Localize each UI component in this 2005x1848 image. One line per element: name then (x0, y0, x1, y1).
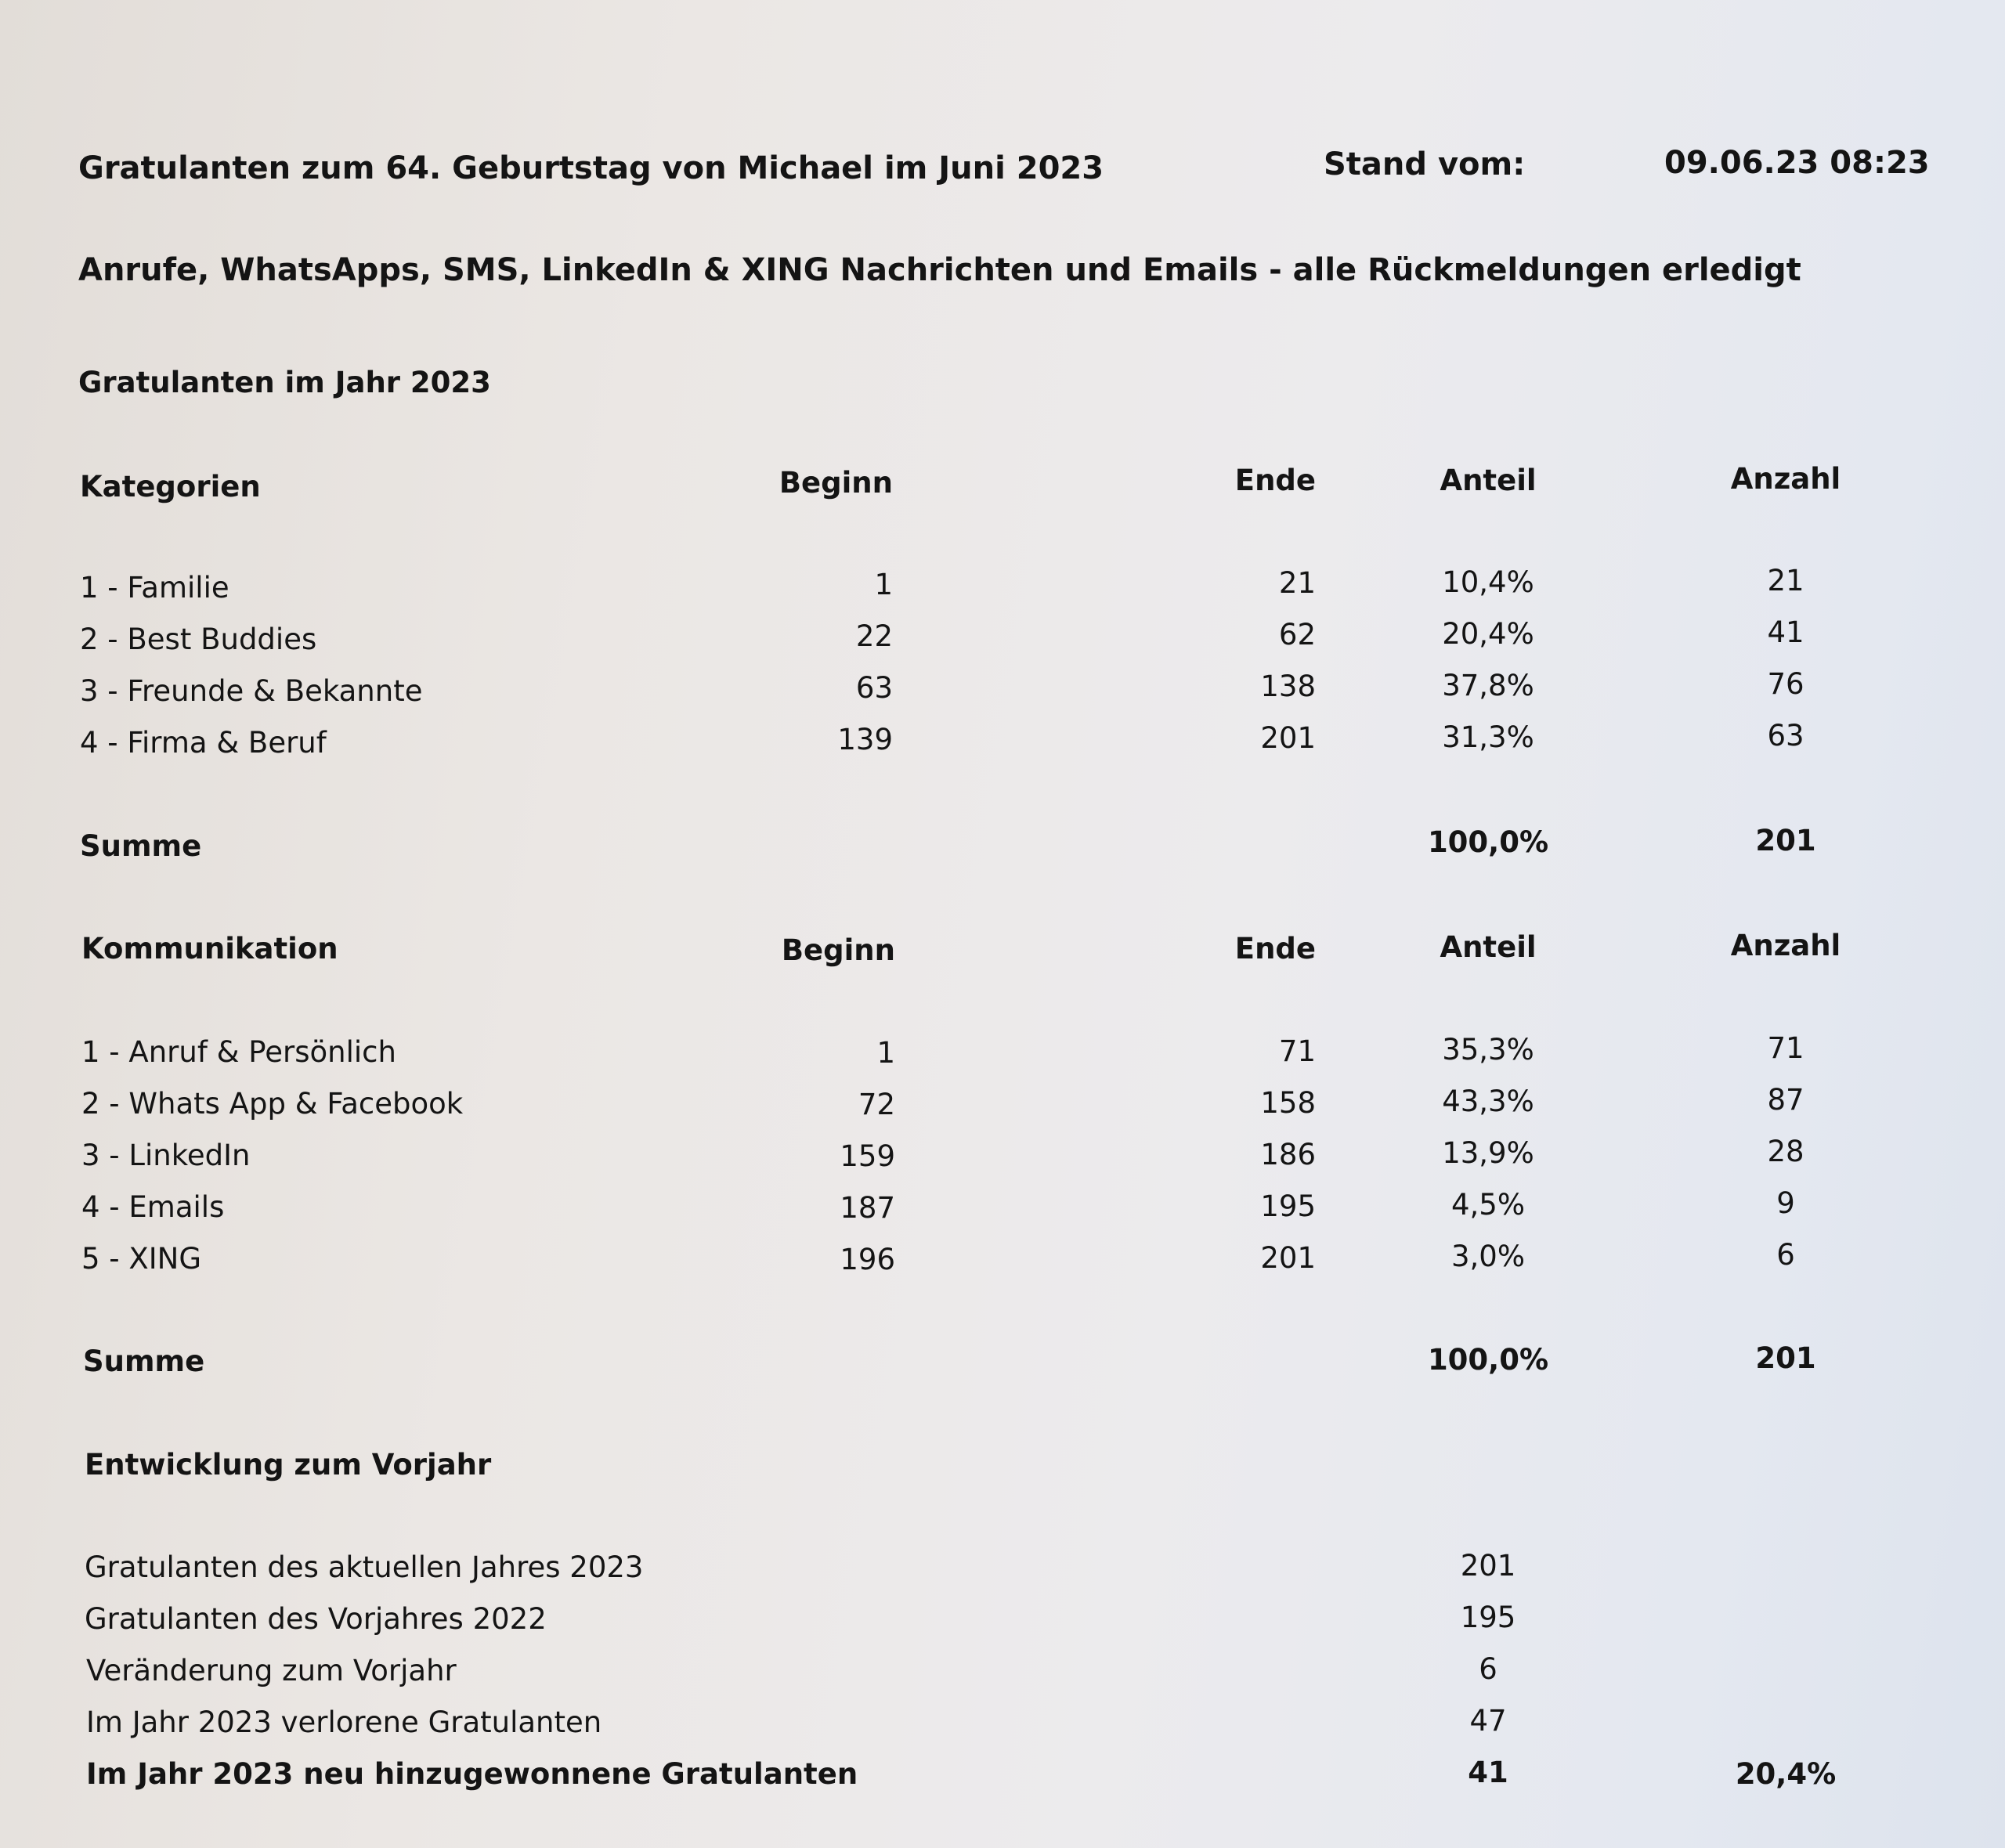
row-ende: 21 (1278, 566, 1316, 600)
summe-anteil: 100,0% (1427, 825, 1549, 859)
row-beginn: 187 (840, 1191, 895, 1225)
row-anzahl: 76 (1767, 667, 1804, 701)
row-anteil: 31,3% (1442, 720, 1534, 754)
row-label: 3 - LinkedIn (81, 1139, 251, 1172)
row-ende: 71 (1278, 1034, 1316, 1068)
entwicklung-label: Im Jahr 2023 neu hinzugewonnene Gratulanten (86, 1757, 858, 1791)
row-anteil: 13,9% (1442, 1136, 1534, 1170)
row-beginn: 1 (874, 568, 893, 601)
entwicklung-value: 41 (1468, 1756, 1508, 1789)
entwicklung-value: 47 (1469, 1704, 1507, 1738)
row-ende: 201 (1260, 721, 1316, 755)
col-header-anzahl: Anzahl (1730, 462, 1841, 496)
row-label: 5 - XING (81, 1242, 202, 1276)
stand-label: Stand vom: (1324, 146, 1526, 182)
entwicklung-label: Im Jahr 2023 verlorene Gratulanten (86, 1705, 602, 1739)
row-ende: 186 (1260, 1138, 1316, 1171)
row-anzahl: 9 (1776, 1186, 1795, 1220)
row-beginn: 159 (840, 1139, 895, 1173)
row-anzahl: 6 (1776, 1238, 1795, 1272)
row-anteil: 3,0% (1451, 1240, 1525, 1273)
row-beginn: 22 (855, 619, 893, 653)
row-beginn: 63 (855, 671, 893, 705)
row-label: 1 - Familie (80, 571, 229, 605)
col-header-anteil: Anteil (1440, 464, 1537, 497)
row-ende: 201 (1260, 1241, 1316, 1275)
row-anzahl: 41 (1767, 615, 1804, 649)
col-header-anteil: Anteil (1440, 930, 1537, 964)
row-label: 2 - Best Buddies (80, 623, 317, 656)
row-label: 1 - Anruf & Persönlich (81, 1035, 396, 1069)
row-anteil: 4,5% (1451, 1188, 1525, 1222)
entwicklung-percent: 20,4% (1735, 1757, 1837, 1791)
summe-anzahl: 201 (1755, 824, 1816, 857)
row-beginn: 1 (876, 1036, 895, 1070)
summe-anteil: 100,0% (1427, 1343, 1549, 1377)
summe-label: Summe (80, 829, 202, 863)
row-label: 2 - Whats App & Facebook (81, 1087, 464, 1121)
summe-anzahl: 201 (1755, 1341, 1816, 1375)
entwicklung-value: 6 (1479, 1652, 1497, 1686)
row-label: 3 - Freunde & Bekannte (80, 674, 423, 708)
document-title: Gratulanten zum 64. Geburtstag von Michael im Juni 2023 (78, 150, 1104, 186)
row-ende: 138 (1260, 670, 1316, 703)
row-anteil: 10,4% (1442, 565, 1534, 599)
row-anzahl: 21 (1767, 564, 1804, 597)
row-ende: 62 (1278, 618, 1316, 651)
row-anzahl: 87 (1767, 1083, 1804, 1117)
row-anteil: 43,3% (1442, 1085, 1534, 1118)
row-beginn: 196 (840, 1243, 895, 1276)
entwicklung-value: 195 (1460, 1601, 1516, 1634)
row-anzahl: 28 (1767, 1135, 1804, 1168)
row-label: 4 - Emails (81, 1190, 225, 1224)
row-anteil: 37,8% (1442, 669, 1534, 702)
row-anteil: 20,4% (1442, 617, 1534, 651)
row-ende: 195 (1260, 1189, 1316, 1223)
row-beginn: 72 (858, 1088, 895, 1121)
entwicklung-label: Veränderung zum Vorjahr (86, 1654, 457, 1687)
row-beginn: 139 (837, 723, 893, 756)
col-header-beginn: Beginn (781, 933, 895, 967)
row-anzahl: 71 (1767, 1031, 1804, 1065)
col-header-anzahl: Anzahl (1730, 929, 1841, 962)
stand-value: 09.06.23 08:23 (1664, 145, 1930, 181)
document-subtitle: Anrufe, WhatsApps, SMS, LinkedIn & XING Nachrichten und Emails - alle Rückmeldungen erledigt (78, 252, 1801, 288)
entwicklung-value: 201 (1460, 1549, 1516, 1583)
year-heading: Gratulanten im Jahr 2023 (78, 366, 491, 399)
col-header-ende: Ende (1234, 464, 1316, 497)
entwicklung-label: Gratulanten des Vorjahres 2022 (85, 1602, 547, 1636)
col-header-kategorien: Kategorien (80, 470, 261, 504)
col-header-beginn: Beginn (779, 466, 893, 500)
summe-label: Summe (83, 1344, 205, 1378)
entwicklung-label: Gratulanten des aktuellen Jahres 2023 (85, 1550, 644, 1584)
row-anzahl: 63 (1767, 719, 1804, 753)
row-ende: 158 (1260, 1086, 1316, 1120)
col-header-ende: Ende (1234, 932, 1316, 966)
row-label: 4 - Firma & Beruf (80, 726, 327, 760)
entwicklung-heading: Entwicklung zum Vorjahr (85, 1448, 492, 1482)
col-header-kommunikation: Kommunikation (81, 932, 338, 966)
row-anteil: 35,3% (1442, 1033, 1534, 1067)
